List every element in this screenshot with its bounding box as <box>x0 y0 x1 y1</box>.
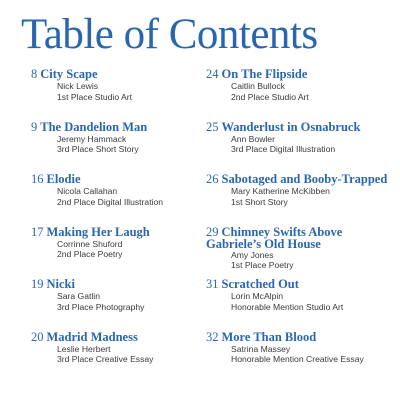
entry-award: 2nd Place Studio Art <box>231 91 309 102</box>
entry-heading <box>206 68 396 81</box>
entry-award: 3rd Place Digital Illustration <box>231 144 336 154</box>
entry-page-number: 8 <box>31 67 38 81</box>
toc-entry <box>206 278 396 331</box>
entry-heading <box>206 331 396 344</box>
entry-title: Wanderlust in Osnabruck <box>221 119 361 134</box>
entry-author: Satrina Massey <box>231 343 291 354</box>
page-title: Table of Contents <box>21 11 318 58</box>
entry-heading <box>31 331 196 344</box>
entry-title: Chimney Swifts Above <box>221 224 343 239</box>
entry-page-number: 24 <box>206 67 219 81</box>
entry-heading <box>31 68 196 81</box>
toc-entry <box>206 173 396 226</box>
toc-entry <box>206 68 396 121</box>
entry-award: Honorable Mention Creative Essay <box>231 354 364 364</box>
entry-title: Madrid Madness <box>46 329 138 344</box>
entry-heading <box>206 278 396 291</box>
entry-page-number: 20 <box>31 329 44 344</box>
entry-award: Honorable Mention Studio Art <box>231 301 344 312</box>
entry-title-line2: Gabriele’s Old House <box>206 236 321 251</box>
toc-entry <box>206 226 396 279</box>
entry-title: City Scape <box>40 67 98 81</box>
entry-author: Corrinne Shuford <box>57 238 123 249</box>
entry-author: Leslie Herbert <box>57 343 111 354</box>
entry-heading <box>31 121 196 134</box>
entry-award: 2nd Place Poetry <box>57 249 123 259</box>
entry-award: 3rd Place Creative Essay <box>57 354 154 364</box>
entry-author: Nick Lewis <box>57 81 99 91</box>
toc-entry <box>206 121 396 174</box>
toc-column-left <box>31 68 196 383</box>
entry-title: Making Her Laugh <box>46 224 150 239</box>
entry-title: Elodie <box>46 172 81 186</box>
entry-title: Nicki <box>46 277 75 291</box>
entry-award: 1st Place Studio Art <box>57 91 132 102</box>
entry-title: Sabotaged and Booby-Trapped <box>221 172 388 186</box>
entry-page-number: 32 <box>206 329 219 344</box>
entry-award: 3rd Place Short Story <box>57 144 139 154</box>
entry-page-number: 9 <box>31 119 38 134</box>
entry-author: Amy Jones <box>231 249 274 260</box>
entry-title: On The Flipside <box>221 67 308 81</box>
toc-column-right <box>206 68 396 383</box>
entry-award: 1st Short Story <box>231 196 288 207</box>
entry-author: Mary Katherine McKibben <box>231 186 330 196</box>
entry-page-number: 16 <box>31 172 44 186</box>
entry-award: 1st Place Poetry <box>231 260 294 270</box>
entry-title: More Than Blood <box>221 329 317 344</box>
entry-author: Ann Bowler <box>231 133 275 144</box>
toc-entry <box>31 331 196 384</box>
entry-author: Nicola Callahan <box>57 186 118 196</box>
toc-entry <box>31 68 196 121</box>
entry-award: 3rd Place Photography <box>57 301 145 312</box>
entry-title: The Dandelion Man <box>40 119 148 134</box>
toc-entry <box>31 173 196 226</box>
entry-author: Jeremy Hammack <box>57 133 127 144</box>
entry-author: Sara Gatlin <box>57 291 100 301</box>
entry-heading <box>206 226 396 238</box>
entry-heading <box>31 173 196 186</box>
entry-heading <box>206 121 396 134</box>
entry-title: Scratched Out <box>221 277 299 291</box>
entry-page-number: 29 <box>206 224 219 239</box>
entry-heading <box>31 226 196 239</box>
entry-page-number: 26 <box>206 172 219 186</box>
toc-entry <box>31 226 196 279</box>
entry-page-number: 17 <box>31 224 44 239</box>
entry-heading <box>206 173 396 186</box>
entry-page-number: 25 <box>206 119 219 134</box>
entry-author: Caitlin Bullock <box>231 81 285 91</box>
entry-award: 2nd Place Digital Illustration <box>57 196 164 207</box>
entry-page-number: 19 <box>31 277 44 291</box>
entry-author: Lorin McAlpin <box>231 291 284 301</box>
entry-heading <box>31 278 196 291</box>
toc-entry <box>31 121 196 174</box>
toc-entry <box>31 278 196 331</box>
entry-page-number: 31 <box>206 277 219 291</box>
toc-entry <box>206 331 396 384</box>
